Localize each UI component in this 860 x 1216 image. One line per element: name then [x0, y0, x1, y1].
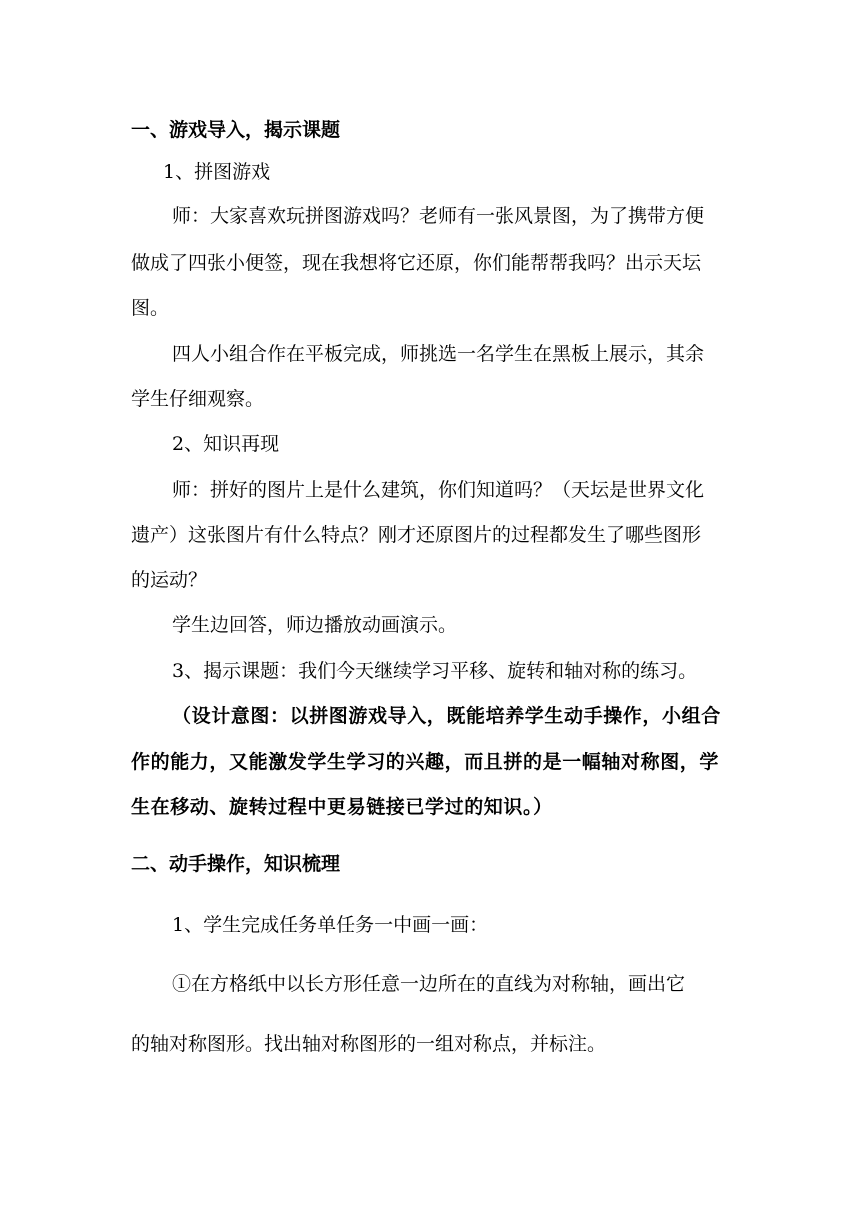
paragraph-line: 的轴对称图形。找出轴对称图形的一组对称点，并标注。 — [131, 1033, 607, 1055]
section-heading-1: 一、游戏导入，揭示课题 — [131, 119, 341, 141]
subheading-knowledge-review: 2、知识再现 — [172, 433, 280, 455]
paragraph-line: 师：大家喜欢玩拼图游戏吗？老师有一张风景图，为了携带方便 — [172, 205, 705, 227]
design-intent-line: （设计意图：以拼图游戏导入，既能培养学生动手操作，小组合 — [172, 705, 721, 727]
paragraph-line: 的运动？ — [131, 569, 208, 591]
subheading-puzzle-game: 1、拼图游戏 — [163, 161, 271, 183]
section-heading-2: 二、动手操作，知识梳理 — [131, 853, 341, 875]
paragraph-line: 四人小组合作在平板完成，师挑选一名学生在黑板上展示，其余 — [172, 343, 705, 365]
paragraph-line: 遗产）这张图片有什么特点？刚才还原图片的过程都发生了哪些图形 — [131, 524, 702, 546]
subheading-reveal-topic: 3、揭示课题：我们今天继续学习平移、旋转和轴对称的练习。 — [172, 660, 698, 682]
paragraph-line: ①在方格纸中以长方形任意一边所在的直线为对称轴，画出它 — [172, 973, 686, 995]
paragraph-line: 师：拼好的图片上是什么建筑，你们知道吗？（天坛是世界文化 — [172, 479, 705, 501]
paragraph-line: 做成了四张小便签，现在我想将它还原，你们能帮帮我吗？出示天坛 — [131, 252, 702, 274]
design-intent-line: 作的能力，又能激发学生学习的兴趣，而且拼的是一幅轴对称图，学 — [131, 751, 720, 773]
design-intent-line: 生在移动、旋转过程中更易链接已学过的知识。） — [131, 796, 553, 818]
paragraph-line: 学生边回答，师边播放动画演示。 — [172, 614, 458, 636]
paragraph-line: 图。 — [131, 297, 170, 319]
paragraph-line: 学生仔细观察。 — [131, 388, 265, 410]
subheading-task-one: 1、学生完成任务单任务一中画一画： — [172, 914, 489, 936]
